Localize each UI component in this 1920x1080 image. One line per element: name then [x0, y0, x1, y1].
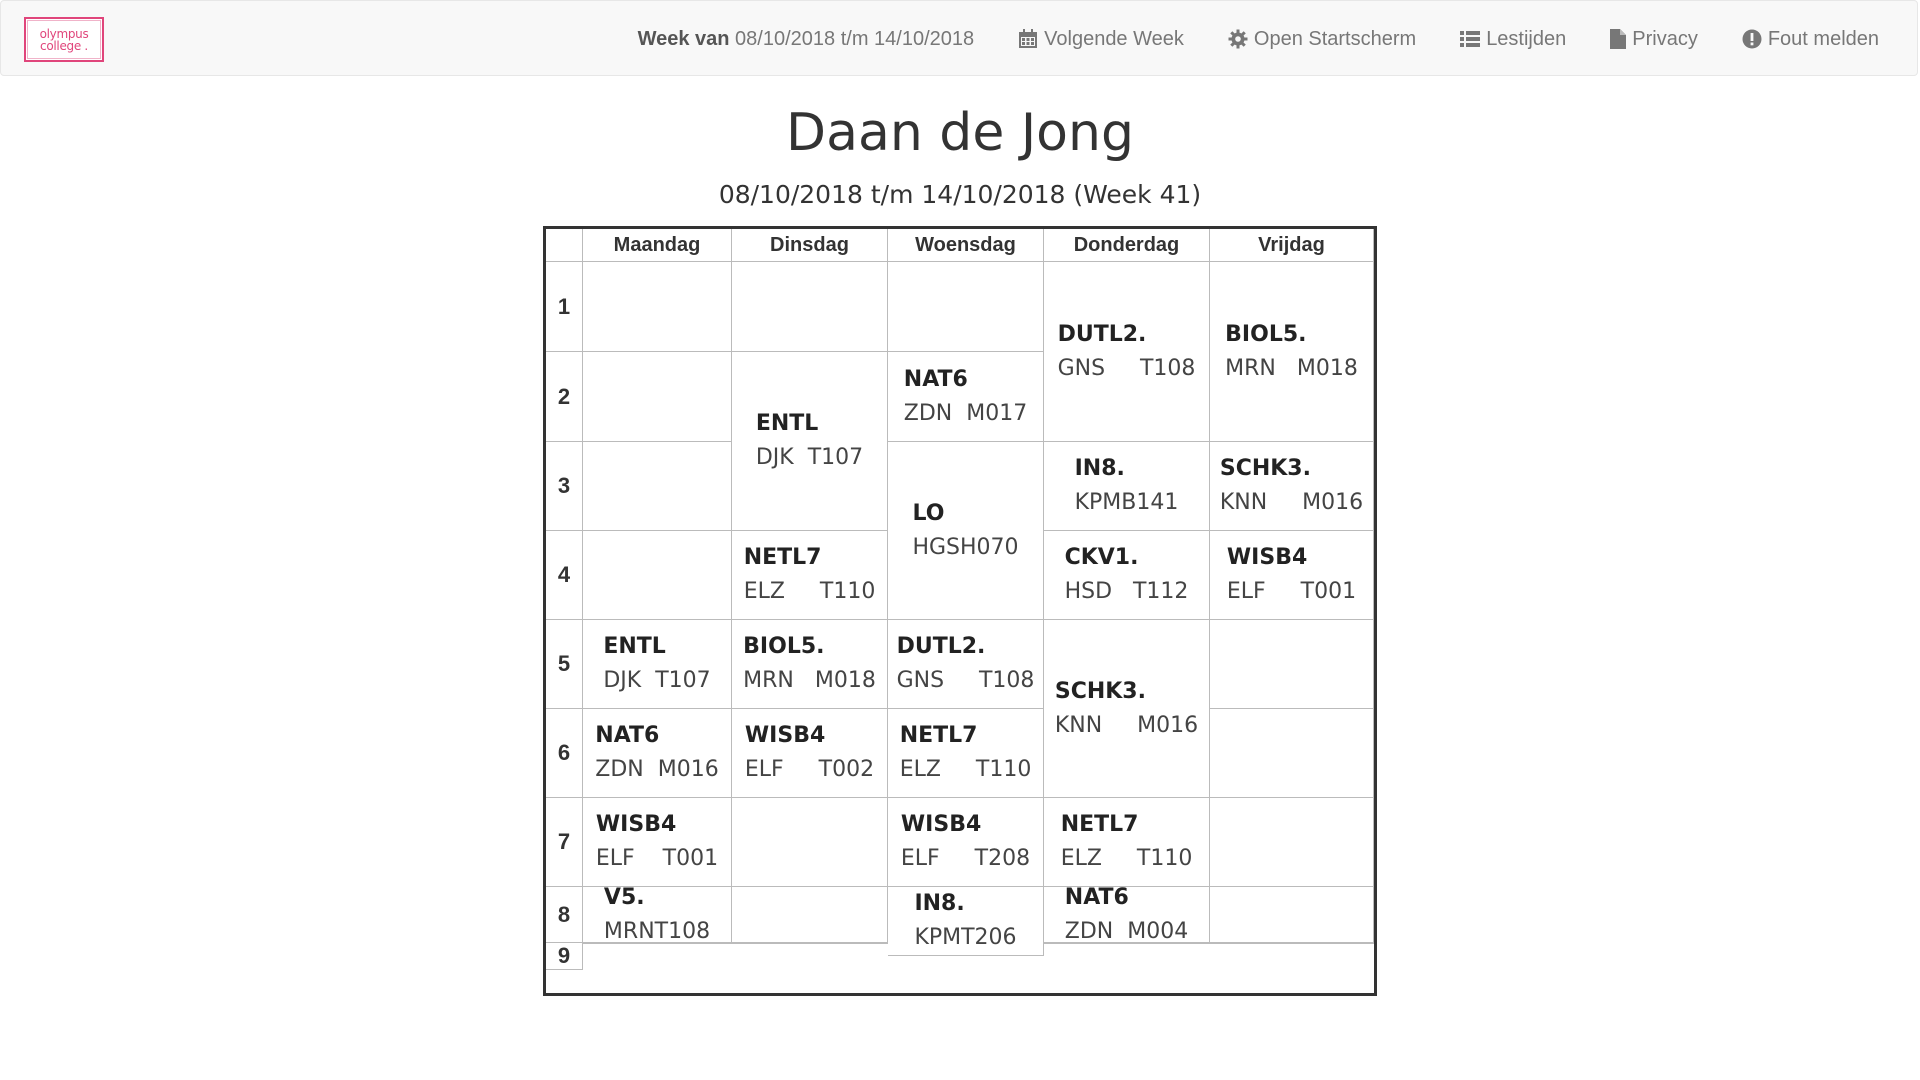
lesson-teacher-room: ELF T002	[744, 757, 875, 782]
lesson-subject: SCHK3.	[1054, 678, 1146, 704]
day-header: Dinsdag	[732, 229, 888, 262]
empty-slot	[1210, 620, 1374, 709]
lesson-teacher-room: ZDN M016	[595, 757, 719, 782]
open-start-screen-link[interactable]	[1228, 28, 1416, 51]
week-range: 08/10/2018 t/m 14/10/2018	[735, 27, 975, 50]
lesson-teacher-room: MRNT108	[603, 918, 711, 944]
lesson-teacher-room: KPMB141	[1074, 490, 1179, 515]
top-navbar	[0, 0, 1918, 76]
lesson-subject: IN8.	[1074, 456, 1125, 481]
empty-slot	[732, 887, 888, 943]
lesson-info	[1220, 452, 1363, 520]
lesson-subject: IN8.	[914, 891, 965, 916]
privacy-label: Privacy	[1632, 27, 1698, 50]
empty-slot	[583, 943, 732, 944]
schedule-period: 08/10/2018 t/m 14/10/2018 (Week 41)	[718, 180, 1202, 209]
lesson-cell[interactable]	[1044, 620, 1210, 798]
lesson-cell[interactable]	[1044, 442, 1210, 531]
lesson-cell[interactable]	[888, 442, 1044, 620]
lesson-subject: SCHK3.	[1219, 456, 1311, 481]
lesson-subject: ENTL	[603, 634, 666, 659]
lesson-teacher-room: HSD T112	[1064, 579, 1189, 604]
exclamation-circle-icon	[1742, 29, 1762, 49]
lesson-cell[interactable]	[1210, 442, 1374, 531]
lesson-info	[1065, 881, 1188, 949]
lesson-info	[756, 407, 863, 475]
lesson-teacher-room: MRN M018	[1225, 355, 1358, 381]
lesson-info	[596, 808, 718, 876]
gear-icon	[1228, 29, 1248, 49]
lesson-subject: BIOL5.	[1225, 321, 1307, 347]
empty-slot	[1210, 943, 1374, 944]
lesson-subject: CKV1.	[1064, 545, 1139, 570]
list-icon	[1460, 30, 1480, 48]
lesson-teacher-room: KPMT206	[914, 925, 1017, 950]
empty-slot	[583, 262, 732, 352]
hour-number: 7	[546, 798, 583, 887]
empty-slot	[583, 531, 732, 620]
lesson-cell[interactable]	[888, 709, 1044, 798]
lesson-subject: V5.	[603, 884, 645, 910]
lesson-cell[interactable]	[888, 352, 1044, 442]
lesson-subject: DUTL2.	[896, 634, 986, 659]
hour-number: 8	[546, 887, 583, 943]
empty-slot	[732, 262, 888, 352]
lesson-cell[interactable]	[583, 884, 732, 944]
empty-slot	[888, 262, 1044, 352]
lesson-info	[603, 630, 710, 698]
hour-number: 4	[546, 531, 583, 620]
report-error-label: Fout melden	[1767, 27, 1879, 50]
logo-text-line-1: olympus	[39, 26, 89, 41]
hour-number: 2	[546, 352, 583, 442]
lesson-info	[897, 630, 1035, 698]
lesson-teacher-room: ZDN M004	[1064, 918, 1189, 944]
lesson-subject: NETL7	[743, 545, 822, 570]
lesson-teacher-room: DJK T107	[603, 668, 711, 693]
lesson-subject: DUTL2.	[1057, 321, 1147, 347]
file-icon	[1610, 29, 1626, 49]
next-week-link[interactable]	[1018, 28, 1184, 51]
lesson-cell[interactable]	[732, 709, 888, 798]
lesson-teacher-room: ELZ T110	[1060, 846, 1193, 871]
lesson-info	[914, 887, 1016, 955]
lesson-subject: NAT6	[903, 366, 968, 392]
lesson-subject: NAT6	[1064, 884, 1129, 910]
empty-slot	[1210, 887, 1374, 943]
lesson-subject: WISB4	[900, 812, 982, 837]
lesson-cell[interactable]	[1210, 531, 1374, 620]
lesson-cell[interactable]	[583, 798, 732, 887]
open-start-screen-label: Open Startscherm	[1253, 27, 1417, 50]
lesson-teacher-room: GNS T108	[1057, 355, 1196, 381]
empty-slot	[732, 943, 888, 944]
lesson-info	[745, 719, 874, 787]
lesson-info	[1065, 541, 1189, 609]
lesson-info	[1055, 675, 1198, 743]
hour-number: 3	[546, 442, 583, 531]
lesson-teacher-room: KNN M016	[1054, 712, 1199, 738]
lesson-cell[interactable]	[1044, 262, 1210, 442]
logo-mark	[28, 21, 100, 58]
lesson-subject: NETL7	[899, 723, 978, 748]
lesson-cell[interactable]	[732, 352, 888, 531]
student-name: Daan de Jong	[786, 103, 1134, 163]
lesson-info	[901, 808, 1030, 876]
lesson-subject: WISB4	[1226, 545, 1308, 570]
lesson-cell[interactable]	[732, 531, 888, 620]
lesson-info	[744, 541, 876, 609]
hour-number: 5	[546, 620, 583, 709]
lesson-cell[interactable]	[1210, 262, 1374, 442]
day-header: Maandag	[583, 229, 732, 262]
lesson-info	[900, 719, 1032, 787]
lesson-cell[interactable]	[888, 887, 1044, 956]
logo-text-line-2: college .	[40, 38, 88, 53]
lesson-times-link[interactable]	[1460, 28, 1566, 51]
privacy-link[interactable]	[1610, 28, 1698, 51]
lesson-info	[1075, 452, 1179, 520]
timetable	[543, 226, 1377, 996]
lesson-teacher-room: ELF T001	[1226, 579, 1357, 604]
day-header: Woensdag	[888, 229, 1044, 262]
empty-slot	[732, 798, 888, 887]
lesson-subject: BIOL5.	[743, 634, 825, 659]
lesson-subject: LO	[912, 500, 945, 526]
week-indicator	[638, 28, 975, 51]
next-week-label: Volgende Week	[1044, 27, 1184, 50]
lesson-info	[1225, 318, 1358, 386]
lesson-teacher-room: ELZ T110	[743, 579, 876, 604]
lesson-subject: NAT6	[595, 723, 660, 748]
lesson-subject: WISB4	[595, 812, 677, 837]
lesson-teacher-room: ELF T001	[595, 846, 719, 871]
hour-number: 9	[546, 943, 583, 970]
lesson-cell[interactable]	[583, 709, 732, 798]
lesson-teacher-room: KNN M016	[1219, 490, 1364, 515]
lesson-info	[604, 881, 710, 949]
lesson-cell[interactable]	[888, 620, 1044, 709]
week-label: Week van	[637, 27, 730, 50]
lesson-cell[interactable]	[583, 620, 732, 709]
lesson-teacher-room: ELZ T110	[899, 757, 1032, 782]
lesson-info	[904, 363, 1027, 431]
lesson-subject: WISB4	[744, 723, 826, 748]
day-header: Donderdag	[1044, 229, 1210, 262]
empty-slot	[583, 442, 732, 531]
calendar-icon	[1018, 29, 1038, 49]
lesson-subject: ENTL	[755, 411, 819, 436]
hour-number: 6	[546, 709, 583, 798]
lesson-teacher-room: MRN M018	[743, 668, 876, 693]
lesson-teacher-room: DJK T107	[755, 445, 864, 470]
lesson-cell[interactable]	[732, 620, 888, 709]
day-header: Vrijdag	[1210, 229, 1374, 262]
empty-slot	[1210, 798, 1374, 887]
header-corner	[546, 229, 583, 262]
lesson-cell[interactable]	[1044, 884, 1210, 944]
lesson-cell[interactable]	[888, 798, 1044, 887]
lesson-times-label: Lestijden	[1486, 27, 1567, 50]
empty-slot	[1044, 943, 1210, 944]
lesson-subject: NETL7	[1060, 812, 1139, 837]
empty-slot	[1210, 709, 1374, 798]
nav-links	[638, 1, 1879, 77]
school-logo[interactable]	[24, 17, 104, 62]
lesson-info	[595, 719, 718, 787]
lesson-teacher-room: GNS T108	[896, 668, 1035, 693]
lesson-info	[1058, 318, 1196, 386]
lesson-info	[743, 630, 876, 698]
lesson-info	[1061, 808, 1193, 876]
lesson-teacher-room: ELF T208	[900, 846, 1031, 871]
lesson-teacher-room: ZDN M017	[903, 400, 1028, 426]
lesson-teacher-room: HGSH070	[912, 534, 1019, 560]
empty-slot	[583, 352, 732, 442]
lesson-info	[1227, 541, 1356, 609]
lesson-info	[912, 497, 1018, 565]
lesson-cell[interactable]	[1044, 798, 1210, 887]
report-error-link[interactable]	[1742, 28, 1879, 51]
hour-number: 1	[546, 262, 583, 352]
lesson-cell[interactable]	[1044, 531, 1210, 620]
